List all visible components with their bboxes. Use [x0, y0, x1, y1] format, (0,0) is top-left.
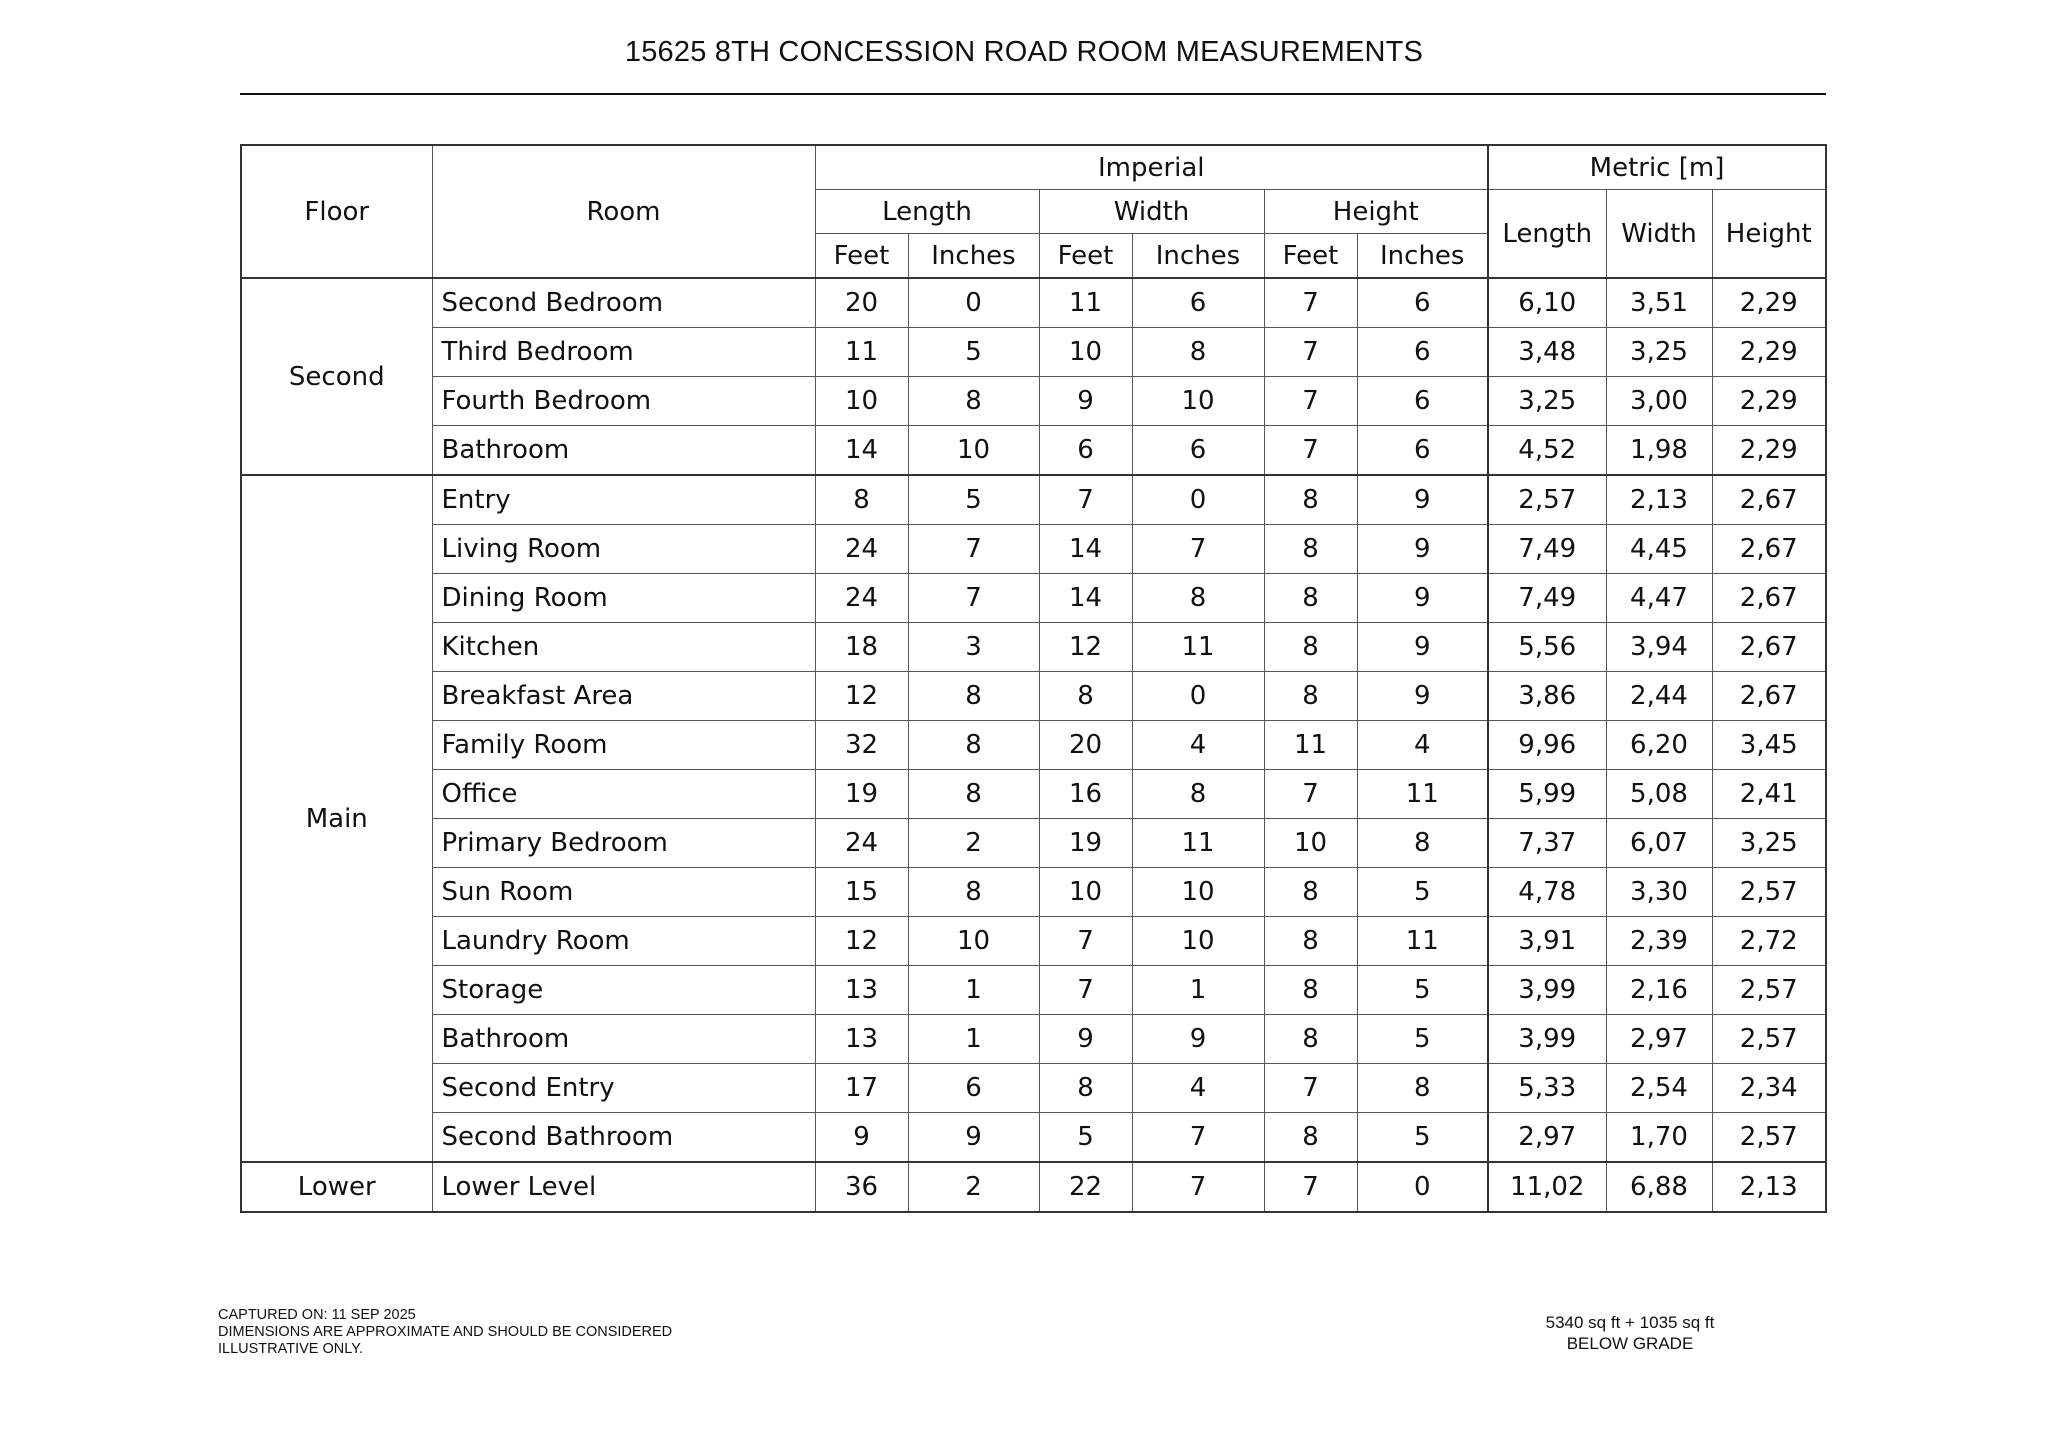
value-cell-ml: 3,48 [1488, 328, 1606, 377]
value-cell-li: 1 [908, 966, 1039, 1015]
value-cell-ml: 4,52 [1488, 426, 1606, 476]
room-name-cell: Breakfast Area [432, 672, 815, 721]
value-cell-hf: 7 [1264, 377, 1357, 426]
table-row [241, 1162, 1826, 1212]
value-cell-ml: 5,33 [1488, 1064, 1606, 1113]
value-cell-hf: 8 [1264, 1113, 1357, 1163]
room-name-cell: Entry [432, 475, 815, 525]
value-cell-lf: 24 [815, 574, 908, 623]
value-cell-hf: 8 [1264, 868, 1357, 917]
value-cell-lf: 13 [815, 1015, 908, 1064]
value-cell-hf: 7 [1264, 328, 1357, 377]
room-name-cell: Lower Level [432, 1162, 815, 1212]
header-length-feet: Feet [815, 234, 908, 279]
room-name-cell: Primary Bedroom [432, 819, 815, 868]
room-name-cell: Laundry Room [432, 917, 815, 966]
value-cell-hf: 7 [1264, 278, 1357, 328]
room-measurements-table [240, 144, 1827, 1213]
value-cell-wi: 9 [1132, 1015, 1264, 1064]
header-height-feet: Feet [1264, 234, 1357, 279]
title-divider [240, 93, 1826, 95]
room-name-cell: Bathroom [432, 1015, 815, 1064]
value-cell-ml: 9,96 [1488, 721, 1606, 770]
value-cell-lf: 17 [815, 1064, 908, 1113]
value-cell-hi: 5 [1357, 1015, 1488, 1064]
floor-cell: Main [241, 475, 432, 1162]
value-cell-lf: 19 [815, 770, 908, 819]
value-cell-wf: 8 [1039, 672, 1132, 721]
value-cell-lf: 13 [815, 966, 908, 1015]
value-cell-mh: 2,57 [1712, 1015, 1826, 1064]
value-cell-mw: 2,54 [1606, 1064, 1712, 1113]
value-cell-ml: 3,25 [1488, 377, 1606, 426]
capture-note [218, 1307, 672, 1358]
value-cell-mh: 2,67 [1712, 623, 1826, 672]
value-cell-hi: 8 [1357, 819, 1488, 868]
value-cell-mw: 6,07 [1606, 819, 1712, 868]
value-cell-wf: 22 [1039, 1162, 1132, 1212]
value-cell-ml: 3,99 [1488, 966, 1606, 1015]
disclaimer-line-1: DIMENSIONS ARE APPROXIMATE AND SHOULD BE CONSIDERED [218, 1324, 673, 1340]
value-cell-li: 5 [908, 328, 1039, 377]
room-name-cell: Kitchen [432, 623, 815, 672]
value-cell-hi: 8 [1357, 1064, 1488, 1113]
value-cell-hi: 4 [1357, 721, 1488, 770]
value-cell-wf: 9 [1039, 377, 1132, 426]
value-cell-li: 7 [908, 525, 1039, 574]
value-cell-lf: 10 [815, 377, 908, 426]
value-cell-hi: 9 [1357, 574, 1488, 623]
value-cell-wi: 10 [1132, 917, 1264, 966]
value-cell-ml: 7,49 [1488, 525, 1606, 574]
value-cell-mw: 5,08 [1606, 770, 1712, 819]
value-cell-mw: 1,98 [1606, 426, 1712, 476]
value-cell-mh: 2,67 [1712, 475, 1826, 525]
value-cell-mw: 3,25 [1606, 328, 1712, 377]
table-row [241, 819, 1826, 868]
header-imperial: Imperial [815, 145, 1488, 190]
value-cell-wi: 0 [1132, 475, 1264, 525]
floor-group-second [241, 278, 1826, 475]
value-cell-li: 9 [908, 1113, 1039, 1163]
value-cell-hf: 10 [1264, 819, 1357, 868]
value-cell-hi: 9 [1357, 672, 1488, 721]
value-cell-ml: 7,49 [1488, 574, 1606, 623]
value-cell-mw: 3,94 [1606, 623, 1712, 672]
value-cell-wi: 4 [1132, 721, 1264, 770]
value-cell-ml: 5,56 [1488, 623, 1606, 672]
value-cell-wi: 11 [1132, 623, 1264, 672]
value-cell-hf: 7 [1264, 1064, 1357, 1113]
header-metric-width: Width [1606, 190, 1712, 279]
value-cell-hi: 5 [1357, 1113, 1488, 1163]
value-cell-mw: 4,45 [1606, 525, 1712, 574]
value-cell-wf: 7 [1039, 475, 1132, 525]
value-cell-mw: 4,47 [1606, 574, 1712, 623]
value-cell-hi: 6 [1357, 377, 1488, 426]
table-row [241, 623, 1826, 672]
value-cell-li: 10 [908, 917, 1039, 966]
table-row [241, 525, 1826, 574]
value-cell-mw: 3,00 [1606, 377, 1712, 426]
room-name-cell: Second Bathroom [432, 1113, 815, 1163]
header-room: Room [432, 145, 815, 278]
value-cell-wf: 19 [1039, 819, 1132, 868]
value-cell-mh: 2,29 [1712, 278, 1826, 328]
floor-group-lower [241, 1162, 1826, 1212]
value-cell-ml: 4,78 [1488, 868, 1606, 917]
table-row [241, 770, 1826, 819]
value-cell-lf: 18 [815, 623, 908, 672]
header-floor: Floor [241, 145, 432, 278]
value-cell-wi: 10 [1132, 377, 1264, 426]
value-cell-hi: 11 [1357, 770, 1488, 819]
room-name-cell: Second Bedroom [432, 278, 815, 328]
floor-group-main [241, 475, 1826, 1162]
value-cell-wf: 5 [1039, 1113, 1132, 1163]
value-cell-mh: 2,57 [1712, 868, 1826, 917]
value-cell-mh: 2,67 [1712, 525, 1826, 574]
header-imperial-height: Height [1264, 190, 1488, 234]
table-row [241, 426, 1826, 476]
value-cell-mh: 2,57 [1712, 966, 1826, 1015]
value-cell-hf: 7 [1264, 426, 1357, 476]
value-cell-ml: 6,10 [1488, 278, 1606, 328]
value-cell-lf: 24 [815, 525, 908, 574]
value-cell-mh: 2,13 [1712, 1162, 1826, 1212]
value-cell-hi: 5 [1357, 966, 1488, 1015]
value-cell-mh: 2,41 [1712, 770, 1826, 819]
value-cell-hi: 6 [1357, 426, 1488, 476]
value-cell-wi: 10 [1132, 868, 1264, 917]
table-row [241, 328, 1826, 377]
value-cell-lf: 32 [815, 721, 908, 770]
value-cell-ml: 3,99 [1488, 1015, 1606, 1064]
value-cell-wi: 6 [1132, 278, 1264, 328]
value-cell-hf: 8 [1264, 1015, 1357, 1064]
value-cell-wi: 7 [1132, 1162, 1264, 1212]
value-cell-mh: 3,25 [1712, 819, 1826, 868]
value-cell-wi: 1 [1132, 966, 1264, 1015]
room-name-cell: Office [432, 770, 815, 819]
header-metric-height: Height [1712, 190, 1826, 279]
value-cell-lf: 20 [815, 278, 908, 328]
value-cell-wi: 8 [1132, 328, 1264, 377]
value-cell-ml: 3,91 [1488, 917, 1606, 966]
value-cell-lf: 9 [815, 1113, 908, 1163]
value-cell-hf: 8 [1264, 672, 1357, 721]
value-cell-wf: 10 [1039, 868, 1132, 917]
table-row [241, 278, 1826, 328]
value-cell-hf: 8 [1264, 574, 1357, 623]
value-cell-wf: 11 [1039, 278, 1132, 328]
value-cell-li: 1 [908, 1015, 1039, 1064]
value-cell-hf: 8 [1264, 917, 1357, 966]
room-name-cell: Sun Room [432, 868, 815, 917]
value-cell-li: 2 [908, 819, 1039, 868]
room-name-cell: Storage [432, 966, 815, 1015]
value-cell-mh: 2,67 [1712, 574, 1826, 623]
room-name-cell: Second Entry [432, 1064, 815, 1113]
value-cell-mw: 2,39 [1606, 917, 1712, 966]
table-row [241, 721, 1826, 770]
value-cell-mh: 3,45 [1712, 721, 1826, 770]
header-imperial-width: Width [1039, 190, 1264, 234]
value-cell-hf: 8 [1264, 475, 1357, 525]
value-cell-hi: 6 [1357, 328, 1488, 377]
value-cell-li: 5 [908, 475, 1039, 525]
captured-date: CAPTURED ON: 11 SEP 2025 [218, 1307, 416, 1323]
value-cell-lf: 36 [815, 1162, 908, 1212]
value-cell-wf: 14 [1039, 525, 1132, 574]
value-cell-li: 0 [908, 278, 1039, 328]
value-cell-mh: 2,72 [1712, 917, 1826, 966]
header-imperial-length: Length [815, 190, 1039, 234]
value-cell-hf: 11 [1264, 721, 1357, 770]
value-cell-wf: 9 [1039, 1015, 1132, 1064]
value-cell-lf: 12 [815, 917, 908, 966]
value-cell-hi: 6 [1357, 278, 1488, 328]
area-summary [1490, 1312, 1770, 1354]
page-title: 15625 8TH CONCESSION ROAD ROOM MEASUREMENTS [624, 36, 1424, 68]
header-width-inches: Inches [1132, 234, 1264, 279]
value-cell-mh: 2,67 [1712, 672, 1826, 721]
value-cell-li: 8 [908, 868, 1039, 917]
value-cell-li: 3 [908, 623, 1039, 672]
table-row [241, 868, 1826, 917]
table-row [241, 377, 1826, 426]
room-name-cell: Family Room [432, 721, 815, 770]
value-cell-mw: 6,20 [1606, 721, 1712, 770]
value-cell-li: 8 [908, 770, 1039, 819]
value-cell-wi: 6 [1132, 426, 1264, 476]
value-cell-hf: 8 [1264, 525, 1357, 574]
value-cell-mw: 2,97 [1606, 1015, 1712, 1064]
value-cell-wf: 10 [1039, 328, 1132, 377]
value-cell-wf: 14 [1039, 574, 1132, 623]
table-row [241, 475, 1826, 525]
value-cell-li: 8 [908, 672, 1039, 721]
value-cell-wi: 8 [1132, 574, 1264, 623]
header-height-inches: Inches [1357, 234, 1488, 279]
value-cell-hf: 8 [1264, 966, 1357, 1015]
value-cell-mh: 2,29 [1712, 328, 1826, 377]
value-cell-wf: 6 [1039, 426, 1132, 476]
value-cell-ml: 5,99 [1488, 770, 1606, 819]
value-cell-wi: 4 [1132, 1064, 1264, 1113]
value-cell-lf: 12 [815, 672, 908, 721]
value-cell-hi: 9 [1357, 475, 1488, 525]
table-row [241, 1113, 1826, 1163]
value-cell-wi: 7 [1132, 525, 1264, 574]
value-cell-li: 10 [908, 426, 1039, 476]
room-name-cell: Dining Room [432, 574, 815, 623]
value-cell-mh: 2,34 [1712, 1064, 1826, 1113]
area-below-grade: BELOW GRADE [1566, 1334, 1694, 1353]
value-cell-lf: 14 [815, 426, 908, 476]
value-cell-wf: 7 [1039, 966, 1132, 1015]
value-cell-ml: 7,37 [1488, 819, 1606, 868]
value-cell-lf: 11 [815, 328, 908, 377]
room-name-cell: Fourth Bedroom [432, 377, 815, 426]
value-cell-li: 8 [908, 377, 1039, 426]
table-row [241, 672, 1826, 721]
value-cell-mh: 2,57 [1712, 1113, 1826, 1163]
value-cell-li: 6 [908, 1064, 1039, 1113]
value-cell-hi: 11 [1357, 917, 1488, 966]
header-width-feet: Feet [1039, 234, 1132, 279]
room-name-cell: Third Bedroom [432, 328, 815, 377]
value-cell-mw: 2,13 [1606, 475, 1712, 525]
value-cell-wf: 7 [1039, 917, 1132, 966]
value-cell-wi: 7 [1132, 1113, 1264, 1163]
disclaimer-line-2: ILLUSTRATIVE ONLY. [218, 1341, 364, 1357]
value-cell-ml: 2,97 [1488, 1113, 1606, 1163]
value-cell-hi: 9 [1357, 623, 1488, 672]
floor-cell: Second [241, 278, 432, 475]
value-cell-li: 2 [908, 1162, 1039, 1212]
value-cell-ml: 3,86 [1488, 672, 1606, 721]
value-cell-wi: 0 [1132, 672, 1264, 721]
header-metric-length: Length [1488, 190, 1606, 279]
header-metric: Metric [m] [1488, 145, 1826, 190]
table-header [241, 145, 1826, 278]
value-cell-wi: 8 [1132, 770, 1264, 819]
value-cell-ml: 11,02 [1488, 1162, 1606, 1212]
value-cell-mw: 3,51 [1606, 278, 1712, 328]
value-cell-li: 8 [908, 721, 1039, 770]
value-cell-wf: 8 [1039, 1064, 1132, 1113]
value-cell-mh: 2,29 [1712, 377, 1826, 426]
room-name-cell: Living Room [432, 525, 815, 574]
table-row [241, 574, 1826, 623]
header-length-inches: Inches [908, 234, 1039, 279]
value-cell-mw: 6,88 [1606, 1162, 1712, 1212]
value-cell-mh: 2,29 [1712, 426, 1826, 476]
room-name-cell: Bathroom [432, 426, 815, 476]
value-cell-lf: 24 [815, 819, 908, 868]
value-cell-mw: 1,70 [1606, 1113, 1712, 1163]
value-cell-mw: 2,44 [1606, 672, 1712, 721]
value-cell-hf: 8 [1264, 623, 1357, 672]
area-total: 5340 sq ft + 1035 sq ft [1545, 1313, 1715, 1332]
value-cell-ml: 2,57 [1488, 475, 1606, 525]
table-row [241, 1015, 1826, 1064]
value-cell-hi: 0 [1357, 1162, 1488, 1212]
value-cell-hi: 5 [1357, 868, 1488, 917]
value-cell-mw: 2,16 [1606, 966, 1712, 1015]
value-cell-hf: 7 [1264, 770, 1357, 819]
table-row [241, 966, 1826, 1015]
table-row [241, 1064, 1826, 1113]
floor-cell: Lower [241, 1162, 432, 1212]
value-cell-hf: 7 [1264, 1162, 1357, 1212]
value-cell-hi: 9 [1357, 525, 1488, 574]
value-cell-wi: 11 [1132, 819, 1264, 868]
value-cell-lf: 8 [815, 475, 908, 525]
value-cell-mw: 3,30 [1606, 868, 1712, 917]
table-row [241, 917, 1826, 966]
value-cell-li: 7 [908, 574, 1039, 623]
value-cell-wf: 20 [1039, 721, 1132, 770]
value-cell-wf: 12 [1039, 623, 1132, 672]
value-cell-wf: 16 [1039, 770, 1132, 819]
value-cell-lf: 15 [815, 868, 908, 917]
